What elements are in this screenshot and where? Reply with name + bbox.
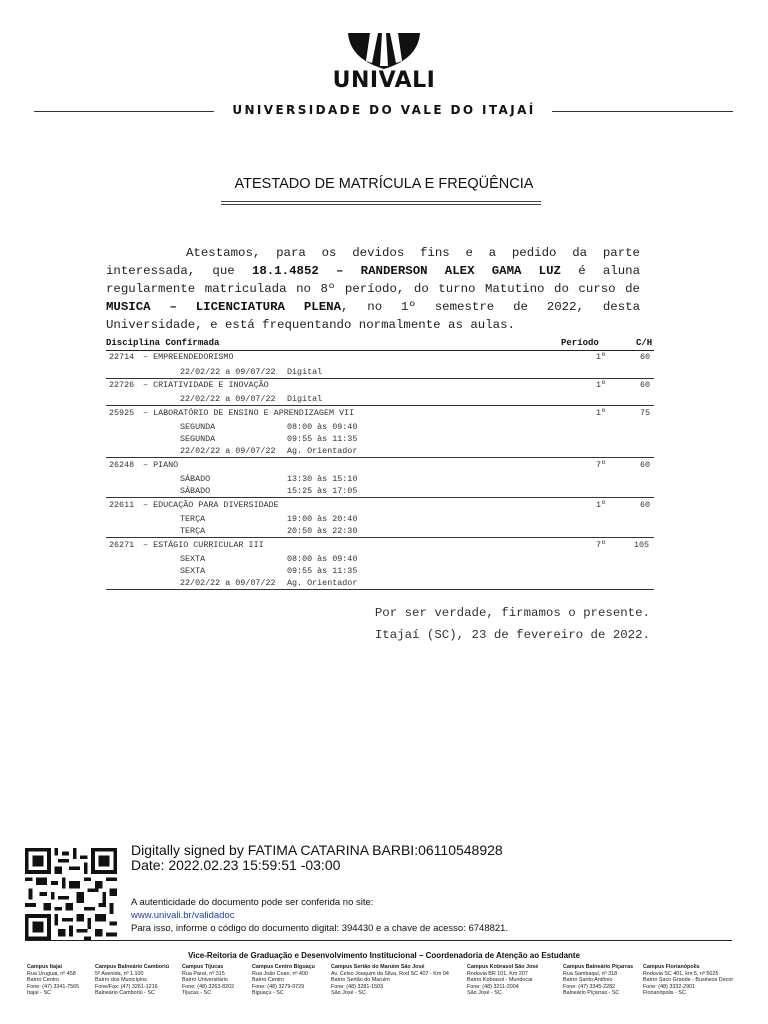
- row-name: – PIANO: [143, 460, 179, 470]
- row-code: 26271: [109, 540, 135, 550]
- row-hours: 60: [640, 352, 651, 362]
- row-period: 7º: [596, 460, 607, 470]
- row-separator: [106, 378, 654, 379]
- row-separator: [106, 497, 654, 498]
- campus-item: Campus Tijucas Rua Paraí, nº 315 Bairro Universitário Fone: (48) 3263-8202 Tijucas - SC: [182, 964, 235, 997]
- row-separator: [106, 405, 654, 406]
- campus-item: Campus Balneário Piçarras Rua Sambaqui, nº 318 Bairro Santo Antônio Fone: (47) 3345-2282 Balneário Piçarras - SC: [563, 964, 634, 997]
- row-detail-right: 19:00 às 20:40: [287, 514, 358, 524]
- row-detail-left: SEGUNDA: [180, 434, 216, 444]
- row-detail-left: SEXTA: [180, 554, 206, 564]
- row-separator: [106, 457, 654, 458]
- header-discipline: Disciplina Confirmada: [106, 338, 220, 348]
- row-code: 22611: [109, 500, 135, 510]
- row-hours: 60: [640, 460, 651, 470]
- row-name: – EMPREENDEDORISMO: [143, 352, 234, 362]
- row-detail-left: 22/02/22 a 09/07/22: [180, 394, 276, 404]
- row-hours: 60: [640, 380, 651, 390]
- row-detail-right: 20:50 às 22:30: [287, 526, 358, 536]
- row-detail-left: SÁBADO: [180, 474, 211, 484]
- footer-title: Vice-Reitoria de Graduação e Desenvolvimento Institucional – Coordenadoria de Atenção ao Estudante: [187, 951, 581, 960]
- title-underline: [221, 201, 541, 202]
- digital-signature-date: Date: 2022.02.23 15:59:51 -03:00: [131, 857, 341, 873]
- campus-item: Campus Balneário Camboriú 5ª Avenida, nº 1.100 Bairro dos Municípios Fone/Fax: (47) 3261-1216 Balneário Camboriú - SC: [95, 964, 169, 997]
- table-bottom-rule: [106, 589, 654, 590]
- header-hours: C/H: [636, 338, 653, 348]
- row-code: 26248: [109, 460, 135, 470]
- row-name: – CRIATIVIDADE E INOVAÇÃO: [143, 380, 269, 390]
- campus-item: Campus Florianópolis Rodovia SC 401, km 5, nº 5025 Bairro Saco Grande - Business Decor Fone: (48) 3332-2901 Florianópolis - SC: [643, 964, 734, 997]
- row-detail-left: SEXTA: [180, 566, 206, 576]
- row-detail-left: 22/02/22 a 09/07/22: [180, 446, 276, 456]
- row-code: 22714: [109, 352, 135, 362]
- university-name: UNIVERSIDADE DO VALE DO ITAJAÍ: [232, 103, 536, 117]
- row-code: 25925: [109, 408, 135, 418]
- closing-statement: Por ser verdade, firmamos o presente.: [374, 606, 650, 620]
- row-name: – ESTÁGIO CURRICULAR III: [143, 540, 264, 550]
- table-header: [106, 337, 654, 351]
- header-period: Período: [561, 338, 599, 348]
- row-hours: 75: [640, 408, 651, 418]
- row-detail-right: 09:55 às 11:35: [287, 566, 358, 576]
- row-detail-right: 08:00 às 09:40: [287, 422, 358, 432]
- campus-item: Campus Itajaí Rua Uruguai, nº 458 Bairro Centro Fone: (47) 3341-7565 Itajaí - SC: [27, 964, 80, 997]
- row-detail-right: Digital: [287, 394, 323, 404]
- row-name: – EDUCAÇÃO PARA DIVERSIDADE: [143, 500, 279, 510]
- header-rule-right: [552, 111, 733, 112]
- body-text-2: é aluna regularmente matriculada no 8º período, do turno Matutino do curso de: [106, 264, 641, 296]
- row-detail-left: 22/02/22 a 09/07/22: [180, 578, 276, 588]
- authenticity-note: A autenticidade do documento pode ser conferida no site:: [131, 897, 374, 908]
- row-detail-right: 08:00 às 09:40: [287, 554, 358, 564]
- row-detail-left: TERÇA: [180, 514, 206, 524]
- campus-item: Campus Kobrasol São José Rodovia BR 101, Km 207 Bairro Kobrasol - Mundocar Fone: (48) 3211-2004 São José - SC: [467, 964, 539, 997]
- row-detail-right: 13:30 às 15:10: [287, 474, 358, 484]
- row-period: 1º: [596, 380, 607, 390]
- row-detail-left: TERÇA: [180, 526, 206, 536]
- row-detail-right: 09:55 às 11:35: [287, 434, 358, 444]
- row-detail-left: SEGUNDA: [180, 422, 216, 432]
- row-detail-left: SÁBADO: [180, 486, 211, 496]
- document-code-note: Para isso, informe o código do documento digital: 394430 e a chave de acesso: 6748821.: [131, 923, 509, 934]
- validation-link[interactable]: www.univali.br/validadoc: [131, 910, 235, 921]
- body-text-3: , no 1º semestre de 2022, desta Universidade, e está frequentando normalmente as aulas.: [106, 300, 640, 332]
- digital-signature-name: Digitally signed by FATIMA CATARINA BARBI:06110548928: [131, 842, 503, 858]
- closing-place-date: Itajaí (SC), 23 de fevereiro de 2022.: [374, 628, 650, 642]
- logo-wordmark: UNIVALI: [332, 68, 436, 93]
- footer-rule: [25, 940, 732, 941]
- row-detail-right: Ag. Orientador: [287, 578, 358, 588]
- row-detail-right: Ag. Orientador: [287, 446, 358, 456]
- row-detail-left: 22/02/22 a 09/07/22: [180, 367, 276, 377]
- course-name: MUSICA – LICENCIATURA PLENA: [106, 300, 342, 314]
- row-period: 1º: [596, 352, 607, 362]
- row-detail-right: 15:25 às 17:05: [287, 486, 358, 496]
- row-detail-right: Digital: [287, 367, 323, 377]
- campus-item: Campus Sertão do Maruim São José Av. Celso Joaquim da Silva, Rod SC 407 - Km 04 Bairro Sertão do Maruim Fone: (48) 3281-1503 São José - SC: [331, 964, 449, 997]
- title-underline-2: [221, 204, 541, 205]
- row-separator: [106, 537, 654, 538]
- row-code: 22726: [109, 380, 135, 390]
- row-period: 1º: [596, 500, 607, 510]
- student-identification: 18.1.4852 – RANDERSON ALEX GAMA LUZ: [251, 264, 561, 278]
- row-period: 7º: [596, 540, 607, 550]
- row-hours: 60: [640, 500, 651, 510]
- body-text-1: Atestamos, para os devidos fins e a pedido da parte interessada, que: [106, 246, 640, 278]
- row-name: – LABORATÓRIO DE ENSINO E APRENDIZAGEM VII: [143, 408, 355, 418]
- document-title: ATESTADO DE MATRÍCULA E FREQÜÊNCIA: [234, 176, 534, 192]
- univali-logo-mark: [346, 33, 422, 69]
- campus-item: Campus Centro Biguaçu Rua João Coan, nº 400 Bairro Centro Fone: (48) 3279-9729 Biguaçu - SC: [252, 964, 315, 997]
- row-hours: 105: [634, 540, 650, 550]
- attestation-paragraph: [106, 244, 640, 334]
- row-period: 1º: [596, 408, 607, 418]
- qr-code-icon: [25, 848, 117, 940]
